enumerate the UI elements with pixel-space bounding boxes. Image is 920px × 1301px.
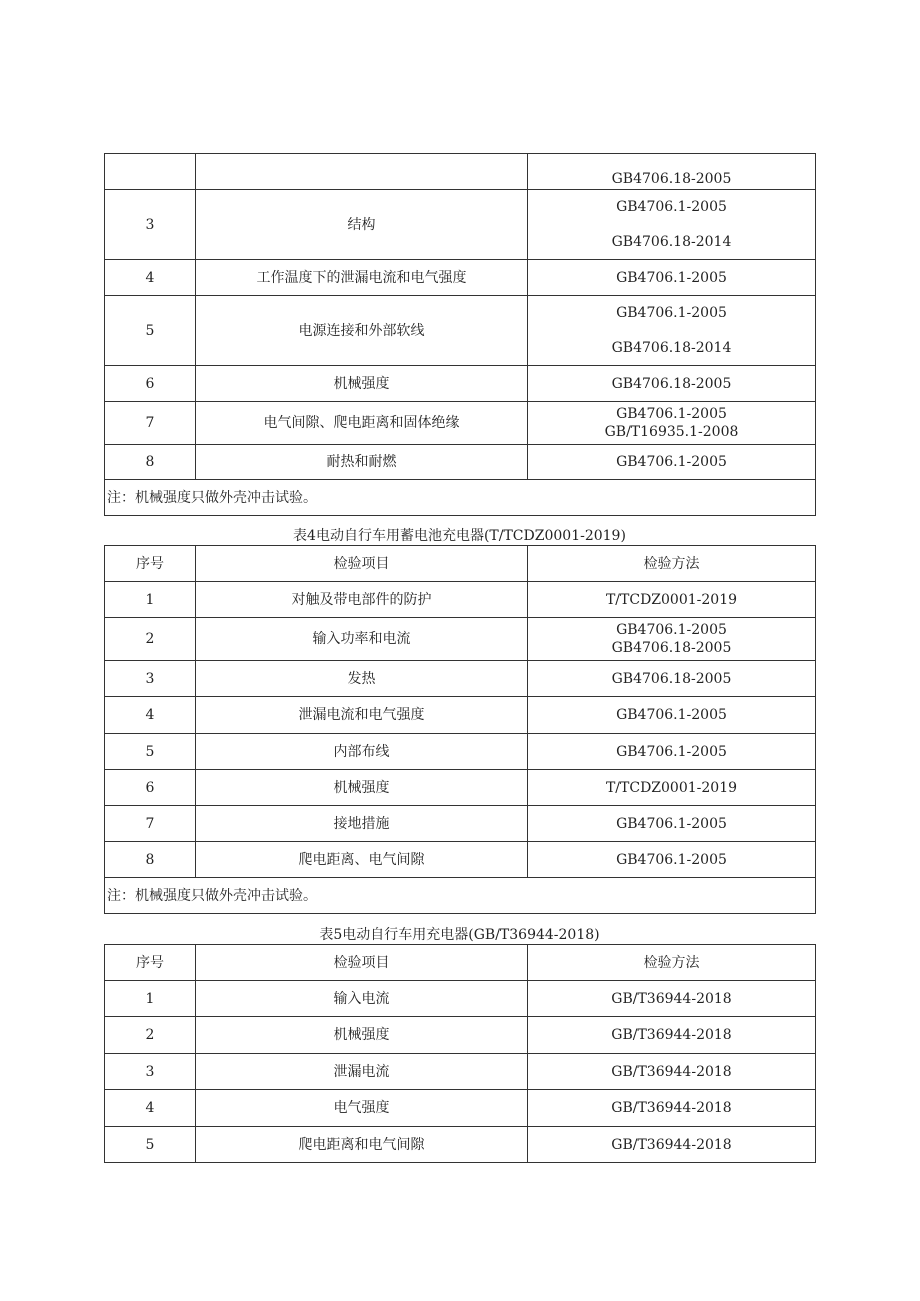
table-row xyxy=(105,190,816,260)
test-method xyxy=(528,842,816,878)
table-note-row xyxy=(105,878,816,914)
method-line: GB/T36944-2018 xyxy=(611,1100,732,1116)
method-line: GB4706.1-2005 xyxy=(616,815,727,832)
method-line: T/TCDZ0001-2019 xyxy=(605,591,738,608)
row-number: 6 xyxy=(105,770,196,806)
test-method xyxy=(528,190,816,260)
method-line: GB4706.1-2005 xyxy=(616,454,727,470)
test-item: 机械强度 xyxy=(196,770,528,806)
test-item: 输入功率和电流 xyxy=(196,618,528,661)
test-item: 爬电距离、电气间隙 xyxy=(196,842,528,878)
test-item: 内部布线 xyxy=(196,734,528,770)
table-continued xyxy=(104,153,816,516)
table-row xyxy=(105,154,816,190)
test-method xyxy=(528,1017,816,1054)
method-line: GB4706.1-2005 xyxy=(616,305,727,321)
header-number: 序号 xyxy=(105,945,196,981)
method-line: GB4706.18-2014 xyxy=(611,234,732,250)
test-method xyxy=(528,366,816,402)
test-method xyxy=(528,806,816,842)
test-item: 泄漏电流 xyxy=(196,1054,528,1090)
test-item: 电气间隙、爬电距离和固体绝缘 xyxy=(196,402,528,445)
table-row xyxy=(105,402,816,445)
row-number: 5 xyxy=(105,1127,196,1163)
test-item: 对触及带电部件的防护 xyxy=(196,582,528,618)
method-line: GB4706.1-2005 xyxy=(616,199,727,215)
method-line: GB4706.18-2005 xyxy=(611,640,732,656)
method-line: GB4706.1-2005 xyxy=(616,851,727,868)
method-line: GB/T36944-2018 xyxy=(611,990,732,1007)
table-row xyxy=(105,1017,816,1054)
header-item: 检验项目 xyxy=(196,945,528,981)
test-item: 耐热和耐燃 xyxy=(196,445,528,480)
table-row xyxy=(105,618,816,661)
table-row xyxy=(105,842,816,878)
method-line: GB4706.1-2005 xyxy=(616,743,727,760)
table-row xyxy=(105,366,816,402)
test-item: 机械强度 xyxy=(196,366,528,402)
table-note: 注：机械强度只做外壳冲击试验。 xyxy=(105,480,816,516)
method-line: GB/T16935.1-2008 xyxy=(604,424,739,440)
method-line: GB4706.18-2014 xyxy=(611,340,732,356)
table-4 xyxy=(104,545,816,914)
header-method: 检验方法 xyxy=(528,546,816,582)
row-number: 5 xyxy=(105,734,196,770)
test-method xyxy=(528,618,816,661)
method-line: GB4706.18-2005 xyxy=(611,670,732,687)
row-number: 4 xyxy=(105,697,196,734)
method-line: GB4706.1-2005 xyxy=(616,269,727,286)
method-line: GB4706.1-2005 xyxy=(616,622,727,638)
row-number: 4 xyxy=(105,260,196,296)
header-number: 序号 xyxy=(105,546,196,582)
test-method xyxy=(528,582,816,618)
test-method xyxy=(528,697,816,734)
row-number: 8 xyxy=(105,445,196,480)
test-method xyxy=(528,445,816,480)
row-number: 8 xyxy=(105,842,196,878)
test-item: 输入电流 xyxy=(196,981,528,1017)
method-line: GB4706.18-2005 xyxy=(611,375,732,392)
row-number: 1 xyxy=(105,981,196,1017)
header-item: 检验项目 xyxy=(196,546,528,582)
method-line: GB/T36944-2018 xyxy=(611,1027,732,1043)
method-line: GB/T36944-2018 xyxy=(611,1063,732,1080)
method-line: GB/T36944-2018 xyxy=(611,1136,732,1153)
table-row xyxy=(105,697,816,734)
table-note-row xyxy=(105,480,816,516)
table-row xyxy=(105,981,816,1017)
table-row xyxy=(105,582,816,618)
test-method xyxy=(528,1054,816,1090)
test-item xyxy=(196,154,528,190)
table-row xyxy=(105,1090,816,1127)
test-item: 结构 xyxy=(196,190,528,260)
row-number: 4 xyxy=(105,1090,196,1127)
test-item: 泄漏电流和电气强度 xyxy=(196,697,528,734)
test-method xyxy=(528,770,816,806)
table-row xyxy=(105,1054,816,1090)
table-row xyxy=(105,770,816,806)
table-note: 注：机械强度只做外壳冲击试验。 xyxy=(105,878,816,914)
table-caption: 表5电动自行车用充电器(GB/T36944-2018) xyxy=(319,927,600,943)
row-number xyxy=(105,154,196,190)
row-number: 2 xyxy=(105,618,196,661)
table-5 xyxy=(104,944,816,1163)
test-method xyxy=(528,734,816,770)
test-method xyxy=(528,296,816,366)
test-method xyxy=(528,1127,816,1163)
test-method xyxy=(528,260,816,296)
method-line: GB4706.1-2005 xyxy=(616,406,727,422)
table-row xyxy=(105,806,816,842)
row-number: 2 xyxy=(105,1017,196,1054)
table-row xyxy=(105,445,816,480)
row-number: 6 xyxy=(105,366,196,402)
table-row xyxy=(105,734,816,770)
test-item: 工作温度下的泄漏电流和电气强度 xyxy=(196,260,528,296)
test-method xyxy=(528,1090,816,1127)
row-number: 3 xyxy=(105,190,196,260)
test-item: 发热 xyxy=(196,661,528,697)
table-row xyxy=(105,260,816,296)
test-method xyxy=(528,154,816,190)
row-number: 5 xyxy=(105,296,196,366)
test-method xyxy=(528,981,816,1017)
table-header-row xyxy=(105,546,816,582)
test-item: 电源连接和外部软线 xyxy=(196,296,528,366)
test-item: 爬电距离和电气间隙 xyxy=(196,1127,528,1163)
row-number: 7 xyxy=(105,402,196,445)
table-header-row xyxy=(105,945,816,981)
row-number: 7 xyxy=(105,806,196,842)
test-method xyxy=(528,661,816,697)
test-item: 电气强度 xyxy=(196,1090,528,1127)
test-item: 接地措施 xyxy=(196,806,528,842)
table-caption: 表4电动自行车用蓄电池充电器(T/TCDZ0001-2019) xyxy=(293,528,626,544)
test-method xyxy=(528,402,816,445)
row-number: 1 xyxy=(105,582,196,618)
method-line: T/TCDZ0001-2019 xyxy=(605,779,738,796)
test-item: 机械强度 xyxy=(196,1017,528,1054)
header-method: 检验方法 xyxy=(528,945,816,981)
method-line: GB4706.1-2005 xyxy=(616,707,727,723)
table-row xyxy=(105,661,816,697)
table-row xyxy=(105,296,816,366)
row-number: 3 xyxy=(105,661,196,697)
table-row xyxy=(105,1127,816,1163)
row-number: 3 xyxy=(105,1054,196,1090)
method-line: GB4706.18-2005 xyxy=(611,171,732,187)
